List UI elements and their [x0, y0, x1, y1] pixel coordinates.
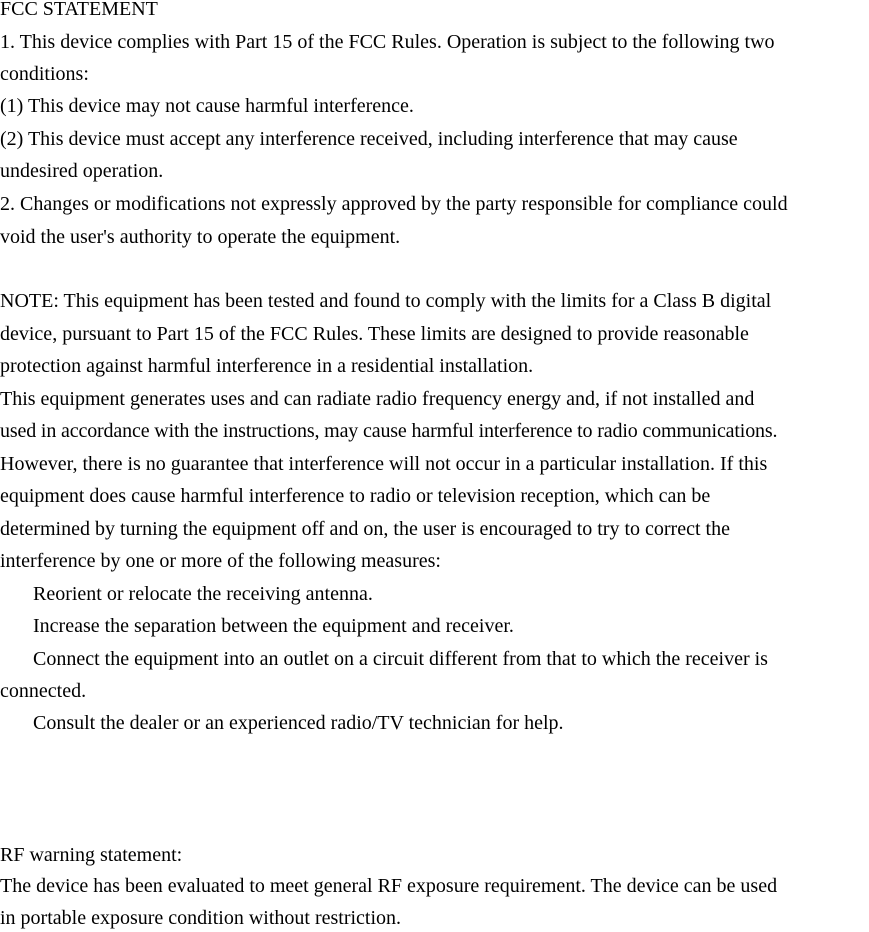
fcc-condition-1: (1) This device may not cause harmful interference.: [0, 95, 414, 117]
note-line-5: used in accordance with the instructions, may cause harmful interference to radio communications.: [0, 420, 778, 442]
measure-consult: Consult the dealer or an experienced radio/TV technician for help.: [33, 712, 564, 734]
note-line-4: This equipment generates uses and can radiate radio frequency energy and, if not installed and: [0, 388, 755, 410]
note-line-6: However, there is no guarantee that interference will not occur in a particular installation. If this: [0, 453, 768, 475]
note-line-8: determined by turning the equipment off and on, the user is encouraged to try to correct the: [0, 518, 730, 540]
measure-reorient: Reorient or relocate the receiving antenna.: [33, 583, 373, 605]
rf-warning-line-1: The device has been evaluated to meet general RF exposure requirement. The device can be used: [0, 875, 778, 897]
note-line-3: protection against harmful interference in a residential installation.: [0, 355, 534, 377]
fcc-condition-2-line-1: (2) This device must accept any interference received, including interference that may cause: [0, 128, 738, 150]
note-line-9: interference by one or more of the following measures:: [0, 550, 441, 572]
note-line-7: equipment does cause harmful interference to radio or television reception, which can be: [0, 485, 711, 507]
measure-connect-line-1: Connect the equipment into an outlet on a circuit different from that to which the receiver is: [33, 648, 768, 670]
fcc-statement-heading: FCC STATEMENT: [0, 0, 158, 20]
fcc-item-1-line-1: 1. This device complies with Part 15 of the FCC Rules. Operation is subject to the following two: [0, 31, 775, 53]
measure-connect-line-2: connected.: [0, 680, 87, 702]
rf-warning-heading: RF warning statement:: [0, 844, 183, 866]
note-line-1: NOTE: This equipment has been tested and found to comply with the limits for a Class B digital: [0, 290, 772, 312]
fcc-item-1-line-2: conditions:: [0, 63, 89, 85]
rf-warning-line-2: in portable exposure condition without restriction.: [0, 907, 402, 929]
fcc-item-2-line-2: void the user's authority to operate the equipment.: [0, 226, 401, 248]
measure-increase: Increase the separation between the equipment and receiver.: [33, 615, 514, 637]
fcc-item-2-line-1: 2. Changes or modifications not expressly approved by the party responsible for compliance could: [0, 193, 788, 215]
fcc-condition-2-line-2: undesired operation.: [0, 160, 164, 182]
note-line-2: device, pursuant to Part 15 of the FCC Rules. These limits are designed to provide reasonable: [0, 323, 749, 345]
